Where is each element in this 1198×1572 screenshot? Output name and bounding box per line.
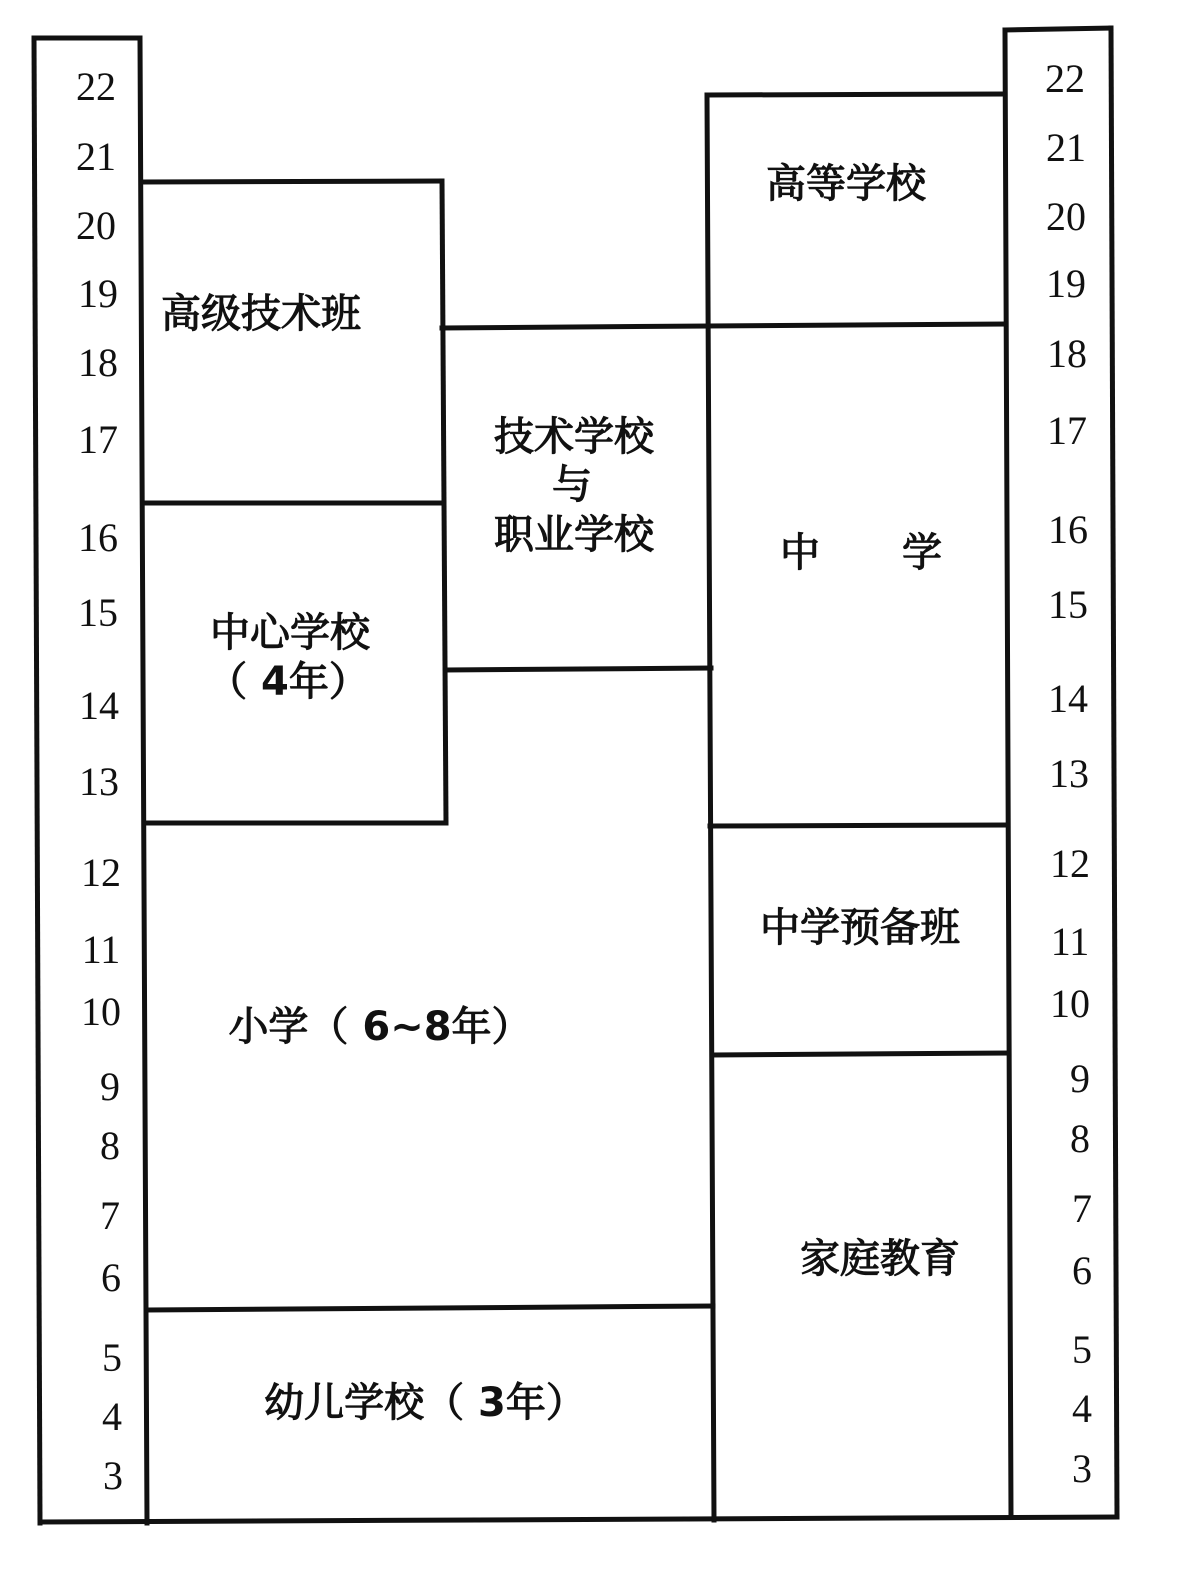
right-age-label: 21 bbox=[1046, 125, 1086, 170]
left-age-label: 17 bbox=[78, 417, 118, 462]
right-age-label: 22 bbox=[1045, 56, 1085, 101]
left-age-label: 12 bbox=[81, 850, 121, 895]
higher-education-box bbox=[707, 94, 1006, 326]
left-age-label: 13 bbox=[79, 759, 119, 804]
left-age-label: 16 bbox=[78, 515, 118, 560]
right-age-label: 6 bbox=[1072, 1248, 1092, 1293]
right-age-label: 16 bbox=[1048, 507, 1088, 552]
left-age-label: 6 bbox=[101, 1255, 121, 1300]
left-age-label: 5 bbox=[102, 1335, 122, 1380]
tech-vocational-label-line3: 职业学校 bbox=[494, 512, 654, 558]
block-labels bbox=[161, 161, 960, 1426]
right-age-label: 17 bbox=[1047, 408, 1087, 453]
middle-school-prep-label: 中学预备班 bbox=[760, 905, 960, 951]
right-age-label: 19 bbox=[1046, 261, 1086, 306]
right-age-label: 18 bbox=[1047, 331, 1087, 376]
right-age-label: 20 bbox=[1046, 194, 1086, 239]
right-age-label: 7 bbox=[1072, 1186, 1092, 1231]
higher-education-label: 高等学校 bbox=[766, 161, 926, 207]
right-age-label: 5 bbox=[1072, 1327, 1092, 1372]
home-education-label: 家庭教育 bbox=[800, 1236, 960, 1282]
tech-vocational-label-line1: 技术学校 bbox=[494, 414, 654, 460]
left-age-label: 19 bbox=[78, 271, 118, 316]
prep-home-divider bbox=[713, 1053, 1009, 1055]
kindergarten-label: 幼儿学校（ 3年） bbox=[264, 1380, 586, 1426]
primary-school-label: 小学（ 6~8年） bbox=[228, 1004, 532, 1050]
right-age-label: 9 bbox=[1070, 1056, 1090, 1101]
left-age-label: 20 bbox=[76, 203, 116, 248]
primary-kindergarten-divider bbox=[148, 1306, 713, 1310]
left-age-label: 4 bbox=[102, 1394, 122, 1439]
central-school-label: 中心学校 bbox=[210, 610, 370, 656]
right-age-label: 15 bbox=[1048, 582, 1088, 627]
middle-school-prep-divider bbox=[710, 825, 1008, 826]
right-age-label: 4 bbox=[1072, 1386, 1092, 1431]
right-age-label: 13 bbox=[1049, 751, 1089, 796]
left-age-label: 10 bbox=[81, 989, 121, 1034]
right-age-label: 10 bbox=[1050, 981, 1090, 1026]
left-age-label: 3 bbox=[103, 1453, 123, 1498]
advanced-tech-class-box bbox=[142, 181, 444, 503]
right-age-label: 3 bbox=[1072, 1446, 1092, 1491]
bottom-border bbox=[40, 1517, 1117, 1522]
left-age-label: 14 bbox=[79, 683, 119, 728]
left-age-label: 22 bbox=[76, 64, 116, 109]
left-age-label: 9 bbox=[100, 1064, 120, 1109]
left-age-label: 8 bbox=[100, 1123, 120, 1168]
left-age-label: 18 bbox=[78, 340, 118, 385]
left-age-label: 7 bbox=[100, 1193, 120, 1238]
central-school-years-label: （ 4年） bbox=[207, 659, 369, 705]
tech-vocational-label-line2: 与 bbox=[552, 462, 592, 508]
left-age-labels bbox=[76, 64, 123, 1498]
right-age-label: 12 bbox=[1050, 841, 1090, 886]
middle-school-label-char1: 中 bbox=[780, 530, 820, 576]
right-age-label: 8 bbox=[1070, 1116, 1090, 1161]
advanced-tech-class-label: 高级技术班 bbox=[161, 291, 361, 337]
left-age-label: 15 bbox=[78, 590, 118, 635]
middle-school-label-char2: 学 bbox=[902, 530, 942, 576]
left-age-label: 21 bbox=[76, 134, 116, 179]
right-age-labels bbox=[1045, 56, 1092, 1491]
right-age-label: 11 bbox=[1050, 919, 1090, 964]
left-age-label: 11 bbox=[81, 927, 121, 972]
right-age-label: 14 bbox=[1048, 676, 1088, 721]
